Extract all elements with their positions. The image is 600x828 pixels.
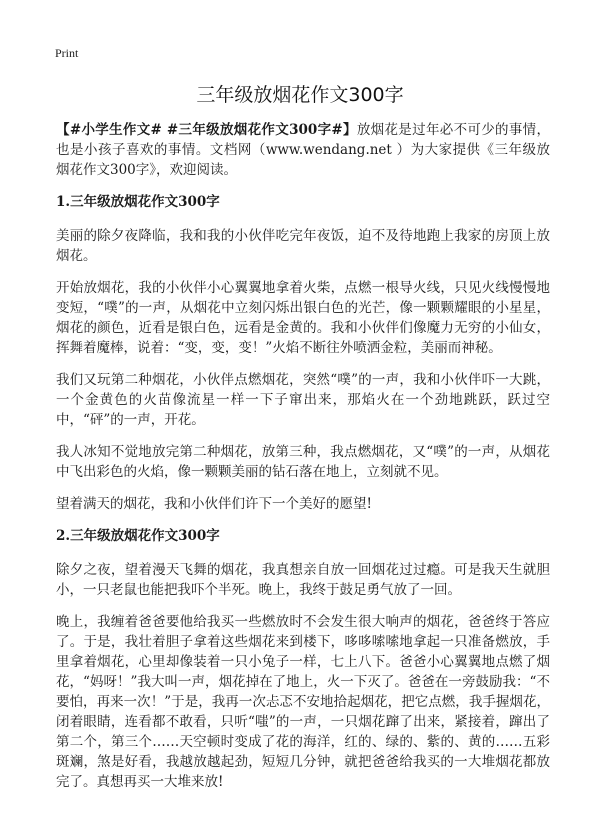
intro-text: 放烟花是过年必不可少的事情，也是小孩子喜欢的事情。文档网（www.wendang.net ）为大家提供《三年级放烟花作文300字》，欢迎阅读。	[56, 122, 550, 178]
article-body	[56, 120, 550, 804]
print-label: Print	[55, 46, 79, 60]
intro-paragraph	[56, 120, 550, 180]
intro-tag: 【#小学生作文# #三年级放烟花作文300字#】	[56, 122, 357, 138]
paragraph: 除夕之夜，望着漫天飞舞的烟花，我真想亲自放一回烟花过过瘾。可是我天生就胆小，一只老鼠也能把我吓个半死。晚上，我终于鼓足勇气放了一回。	[56, 562, 550, 598]
section-heading: 1.三年级放烟花作文300字	[56, 194, 220, 210]
paragraph: 望着满天的烟花，我和小伙伴们许下一个美好的愿望!	[56, 496, 372, 512]
paragraph: 开始放烟花，我的小伙伴小心翼翼地拿着火柴，点燃一根导火线，只见火线慢慢地变短，“噗”的一声，从烟花中立刻闪烁出银白色的光芒，像一颗颗耀眼的小星星，烟花的颜色，近看是银白色，远看是金黄的。我和小伙伴们像魔力无穷的小仙女，挥舞着魔棒，说着：“变，变，变！”火焰不断往外喷洒金粒，美丽而神秘。	[56, 280, 550, 356]
page-title: 三年级放烟花作文300字	[196, 84, 404, 106]
paragraph: 我们又玩第二种烟花，小伙伴点燃烟花，突然“噗”的一声，我和小伙伴吓一大跳，一个金黄色的火苗像流星一样一下子窜出来，那焰火在一个劲地跳跃，跃过空中，“砰”的一声，开花。	[56, 372, 550, 428]
paragraph: 美丽的除夕夜降临，我和我的小伙伴吃完年夜饭，迫不及待地跑上我家的房顶上放烟花。	[56, 228, 550, 264]
paragraph: 我人冰知不觉地放完第二种烟花，放第三种，我点燃烟花，又“噗”的一声，从烟花中飞出彩色的火焰，像一颗颗美丽的钻石落在地上，立刻就不见。	[56, 444, 550, 480]
section-heading: 2.三年级放烟花作文300字	[56, 528, 220, 544]
paragraph: 晚上，我缠着爸爸要他给我买一些燃放时不会发生很大响声的烟花，爸爸终于答应了。于是，我壮着胆子拿着这些烟花来到楼下，哆哆嗦嗦地拿起一只准备燃放，手里拿着烟花，心里却像装着一只小兔子一样，七上八下。爸爸小心翼翼地点燃了烟花，“妈呀！”我大叫一声，烟花掉在了地上，火一下灭了。爸爸在一旁鼓励我：“不要怕，再来一次！”于是，我再一次忐忑不安地拾起烟花，把它点燃，我手握烟花，闭着眼睛，连看都不敢看，只听“嗤”的一声，一只烟花蹿了出来，紧接着，蹿出了第二个，第三个……天空顿时变成了花的海洋，红的、绿的、紫的、黄的……五彩斑斓，煞是好看，我越放越起劲，短短几分钟，就把爸爸给我买的一大堆烟花都放完了。真想再买一大堆来放!	[56, 614, 550, 790]
